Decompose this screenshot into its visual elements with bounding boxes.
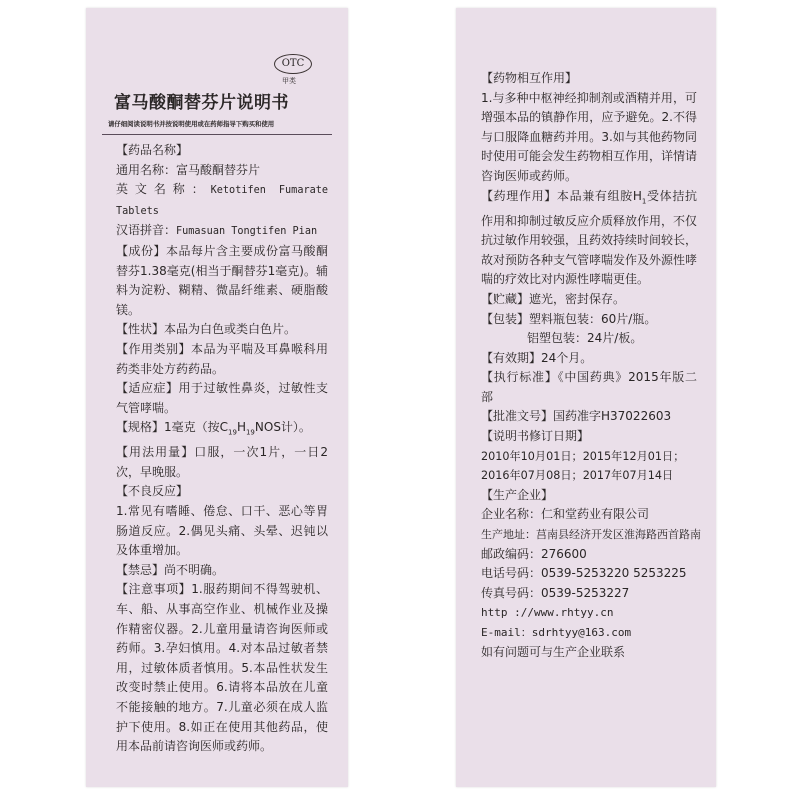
pharmacology-suffix: 受体拮抗作用和抑制过敏反应介质释放作用，不仅抗过敏作用较强，且药效持续时间较长，故对预防各种支气管哮喘发作及外源性哮喘的疗效比对内源性哮喘更佳。 — [481, 188, 698, 287]
revision-dates-1: 2010年10月01日；2015年12月01日； — [481, 449, 685, 463]
standard: 【执行标准】《中国药典》2015年版二部 — [481, 370, 697, 404]
validity: 【有效期】24个月。 — [481, 350, 593, 365]
revision-header: 【说明书修订日期】 — [481, 429, 590, 444]
spec-suffix: NOS计）。 — [254, 420, 311, 435]
pharmacology-prefix: 【药理作用】本品兼有组胺H — [481, 188, 642, 203]
leaflet-title: 富马酸酮替芬片说明书 — [114, 93, 289, 113]
company-address: 生产地址：莒南县经济开发区淮海路西首路南 — [481, 528, 701, 542]
postal-code: 邮政编码：276600 — [481, 546, 587, 561]
otc-badge: OTC — [274, 54, 312, 74]
phone-number: 电话号码：0539-5253220 5253225 — [481, 566, 687, 581]
pharmacology-sub: 1 — [641, 196, 647, 205]
manufacturer-header: 【生产企业】 — [481, 487, 554, 502]
revision-dates-2: 2016年07月08日；2017年07月14日 — [481, 469, 674, 483]
fax-number: 传真号码：0539-5253227 — [481, 585, 630, 600]
interactions-header: 【药物相互作用】 — [481, 71, 578, 85]
category: 【作用类别】本品为平喘及耳鼻喉科用药类非处方药药品。 — [116, 341, 328, 376]
indications: 【适应症】用于过敏性鼻炎，过敏性支气管哮喘。 — [116, 381, 328, 415]
right-body-text — [481, 69, 701, 662]
drug-name-header: 【药品名称】 — [116, 143, 189, 157]
interactions: 1.与多种中枢神经抑制剂或酒精并用，可增强本品的镇静作用，应予避免。2.不得与口服降血糖药并用。3.如与其他药物同时使用可能会发生药物相互作用，详情请咨询医师或药师。 — [481, 90, 698, 183]
approval-number: 【批准文号】国药准字H37022603 — [481, 409, 672, 424]
english-name: Ketotifen Fumarate Tablets — [116, 185, 328, 217]
english-name-label: 英文名称： — [116, 182, 211, 197]
pinyin-label: 汉语拼音： — [116, 223, 177, 238]
specification — [116, 418, 328, 443]
email-address: E-mail：sdrhtyy@163.com — [481, 626, 632, 640]
composition: 【成份】本品每片含主要成份富马酸酮替芬1.38毫克(相当于酮替芬1毫克)。辅料为淀粉、糊精、微晶纤维素、硬脂酸镁。 — [116, 243, 328, 317]
dosage: 【用法用量】口服，一次1片，一日2次，早晚服。 — [116, 445, 328, 479]
leaflet-subtitle: 请仔细阅读说明书并按说明使用或在药师指导下购买和使用 — [108, 120, 275, 128]
spec-sub-1: 19 — [228, 428, 237, 437]
package-bottle: 【包装】塑料瓶包装：60片/瓶。 — [481, 311, 657, 326]
package-blister: 铝塑包装：24片/板。 — [527, 331, 643, 346]
pharmacology — [481, 187, 697, 290]
title-rule — [102, 134, 332, 135]
adverse-reactions: 1.常见有嗜睡、倦怠、口干、恶心等胃肠道反应。2.偶见头痛、头晕、迟钝以及体重增加。 — [116, 504, 328, 558]
leaflet-left-panel — [86, 8, 348, 787]
appearance: 【性状】本品为白色或类白色片。 — [116, 322, 297, 337]
company-name: 企业名称：仁和堂药业有限公司 — [481, 507, 650, 522]
left-body-text — [116, 141, 328, 757]
english-name-line — [116, 180, 328, 221]
leaflet-right-panel — [456, 8, 716, 787]
spec-prefix: 【规格】1毫克（按C — [116, 420, 229, 435]
otc-class-label: 甲类 — [282, 77, 296, 85]
precautions: 【注意事项】1.服药期间不得驾驶机、车、船、从事高空作业、机械作业及操作精密仪器。2.儿童用量请咨询医师或药师。3.孕妇慎用。4.对本品过敏者禁用，过敏体质者慎用。5.本品性状发生改变时禁止使用。6.请将本品放在儿童不能接触的地方。7.儿童必须在成人监护下使用。8.如正在使用其他药品，使用本品前请咨询医师或药师。 — [116, 582, 328, 754]
storage: 【贮藏】遮光，密封保存。 — [481, 291, 626, 306]
pinyin-name: Fumasuan Tongtifen Pian — [176, 226, 318, 238]
spec-mid: H — [236, 420, 246, 435]
pinyin-line — [116, 221, 328, 242]
generic-name: 通用名称：富马酸酮替芬片 — [116, 162, 261, 177]
contraindications: 【禁忌】尚不明确。 — [116, 562, 225, 577]
website-link: http ://www.rhtyy.cn — [481, 606, 614, 620]
spec-sub-2: 19 — [245, 428, 255, 437]
contact-note: 如有问题可与生产企业联系 — [481, 644, 626, 659]
adverse-header: 【不良反应】 — [116, 484, 189, 499]
